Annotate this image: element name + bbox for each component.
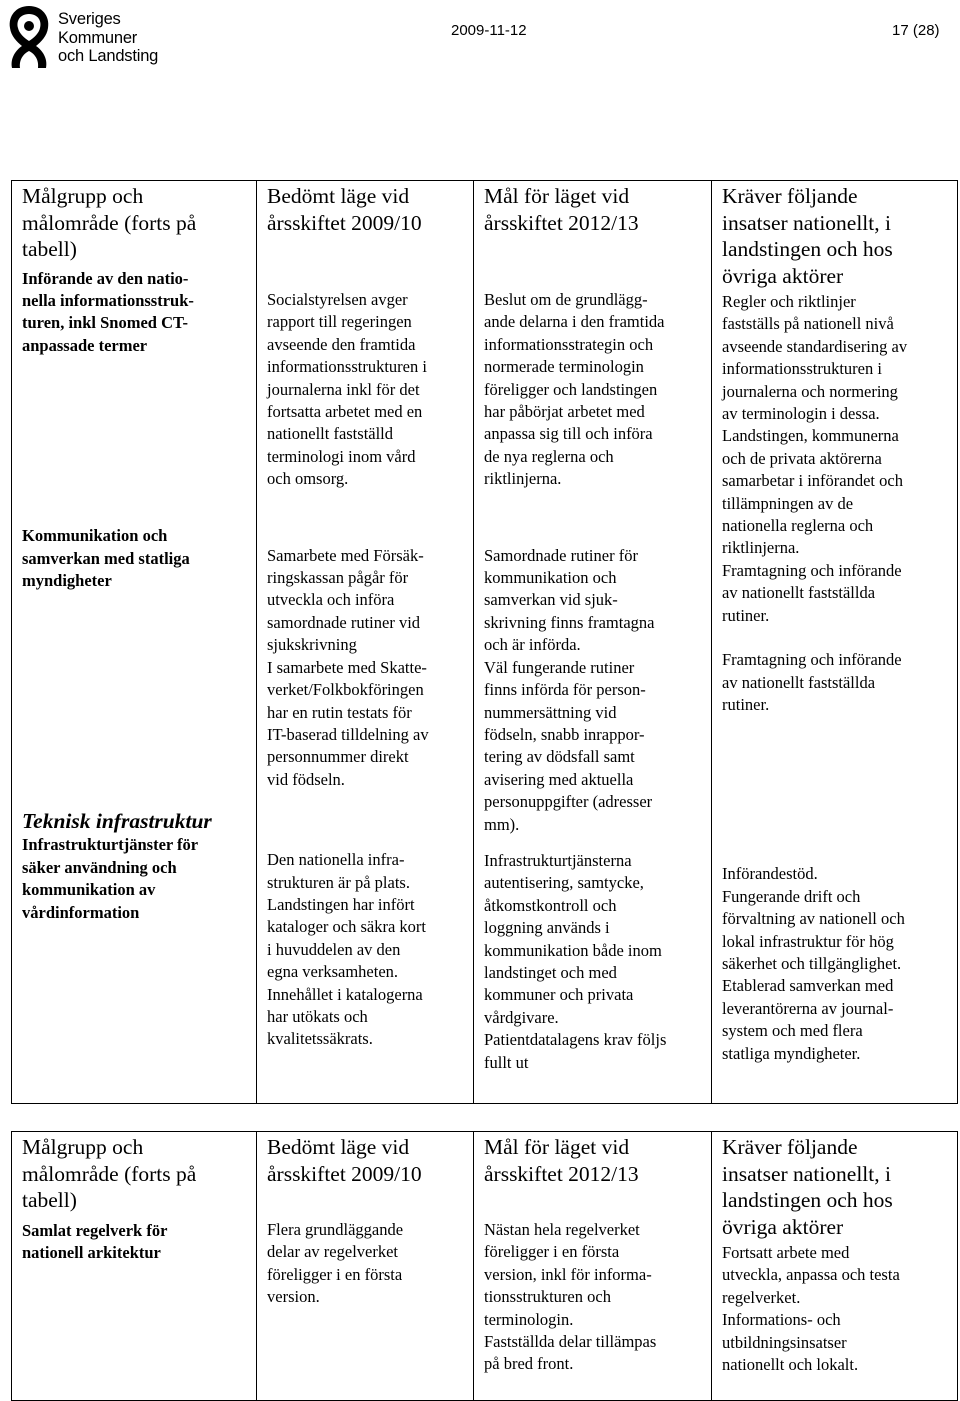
action-text: Fortsatt arbete med utveckla, anpassa och testa regelverket. Informations- och utbildningsinsatser nationellt och lokalt.: [722, 1243, 900, 1375]
target-area-kommunikation: Kommunikation och samverkan med statliga myndigheter: [22, 526, 190, 590]
target-group-column: [12, 1132, 257, 1401]
goal-text: Samordnade rutiner för kommunikation och samverkan vid sjuk- skrivning finns framtagna och är införda. Väl fungerande rutiner finns införda för person- nummersättning vid födseln, snabb inrappor- tering av dödsfall samt avisering med aktuella personuppgifter (adresser mm).: [484, 545, 655, 834]
goal-text: Nästan hela regelverket föreligger i en första version, inkl för informa- tionsstrukturen och terminologin. Fastställda delar tillämpas på bred front.: [484, 1220, 657, 1374]
column-header: Kräver följande insatser nationellt, i landstingen och hos övriga aktörer: [722, 184, 893, 288]
action-text: Införandestöd. Fungerande drift och förvaltning av nationell och lokal infrastruktur för hög säkerhet och tillgänglighet. Etablerad samverkan med leverantörerna av journal- system och med flera statliga myndigheter.: [722, 864, 905, 1063]
skl-logo: [2, 2, 172, 74]
status-text: Samarbete med Försäk- ringskassan pågår för utveckla och införa samordnade rutiner vid sjukskrivning I samarbete med Skatte- verket/Folkbokföringen har en rutin testats för IT-baserad tilldelning av personnummer direkt vid födseln.: [267, 545, 429, 789]
required-actions-column: [712, 181, 958, 1104]
target-area-informationsstruktur: Införande av den natio- nella informationsstruk- turen, inkl Snomed CT- anpassade termer: [22, 268, 194, 355]
measures-table-continued: [11, 1131, 958, 1401]
target-area-infrastruktur: Infrastrukturtjänster för säker användning och kommunikation av vårdinformation: [22, 835, 199, 922]
status-text: Den nationella infra- strukturen är på plats. Landstingen har infört kataloger och säkra kort i huvuddelen av den egna verksamheten. Innehållet i katalogerna har utökats och kvalitetssäkrats.: [267, 850, 426, 1049]
required-actions-column: [712, 1132, 958, 1401]
column-header: Målgrupp och målområde (forts på tabell): [22, 184, 197, 261]
current-status-column: [257, 1132, 474, 1401]
column-header: Kräver följande insatser nationellt, i landstingen och hos övriga aktörer: [722, 1135, 893, 1239]
skl-emblem-icon: [2, 2, 56, 72]
measures-table: [11, 180, 958, 1104]
action-text: Framtagning och införande av nationellt fastställda rutiner.: [722, 560, 902, 625]
logo-wordmark: Sveriges Kommuner och Landsting: [58, 10, 159, 65]
column-header: Bedömt läge vid årsskiftet 2009/10: [267, 1135, 422, 1186]
column-header: Mål för läget vid årsskiftet 2012/13: [484, 184, 639, 235]
goal-column: [474, 1132, 712, 1401]
goal-text: Beslut om de grundlägg- ande delarna i den framtida informationsstrategin och normerade terminologin föreligger och landstingen har påbörjat arbetet med anpassa sig till och införa de nya reglerna och riktlinjerna.: [484, 290, 665, 489]
document-date: 2009-11-12: [451, 22, 527, 39]
goal-text: Infrastrukturtjänsterna autentisering, samtycke, åtkomstkontroll och loggning används i kommunikation både inom landstinget och med kommuner och privata vårdgivare. Patientdatalagens krav följs fullt ut: [484, 850, 667, 1072]
current-status-column: [257, 181, 474, 1104]
column-header: Bedömt läge vid årsskiftet 2009/10: [267, 184, 422, 235]
column-header: Mål för läget vid årsskiftet 2012/13: [484, 1135, 639, 1186]
page-number: 17 (28): [892, 22, 940, 39]
action-text: Regler och riktlinjer fastställs på nationell nivå avseende standardisering av informationsstrukturen i journalerna och normering av terminologin i dessa. Landstingen, kommunerna och de privata aktörerna samarbetar i införandet och tillämpningen av de nationella reglerna och riktlinjerna.: [722, 292, 908, 558]
column-header: Målgrupp och målområde (forts på tabell): [22, 1135, 197, 1212]
status-text: Flera grundläggande delar av regelverket föreligger i en första version.: [267, 1220, 404, 1307]
target-area-regelverk: Samlat regelverk för nationell arkitektur: [22, 1220, 168, 1262]
status-text: Socialstyrelsen avger rapport till regeringen avseende den framtida informationsstrukturen i journalerna inkl för det fortsatta arbetet med en nationellt fastställd terminologi inom vård och omsorg.: [267, 290, 427, 489]
goal-column: [474, 181, 712, 1104]
action-text: Framtagning och införande av nationellt fastställda rutiner.: [722, 650, 902, 714]
target-group-column: [12, 181, 257, 1104]
section-heading: Teknisk infrastruktur: [22, 809, 212, 834]
